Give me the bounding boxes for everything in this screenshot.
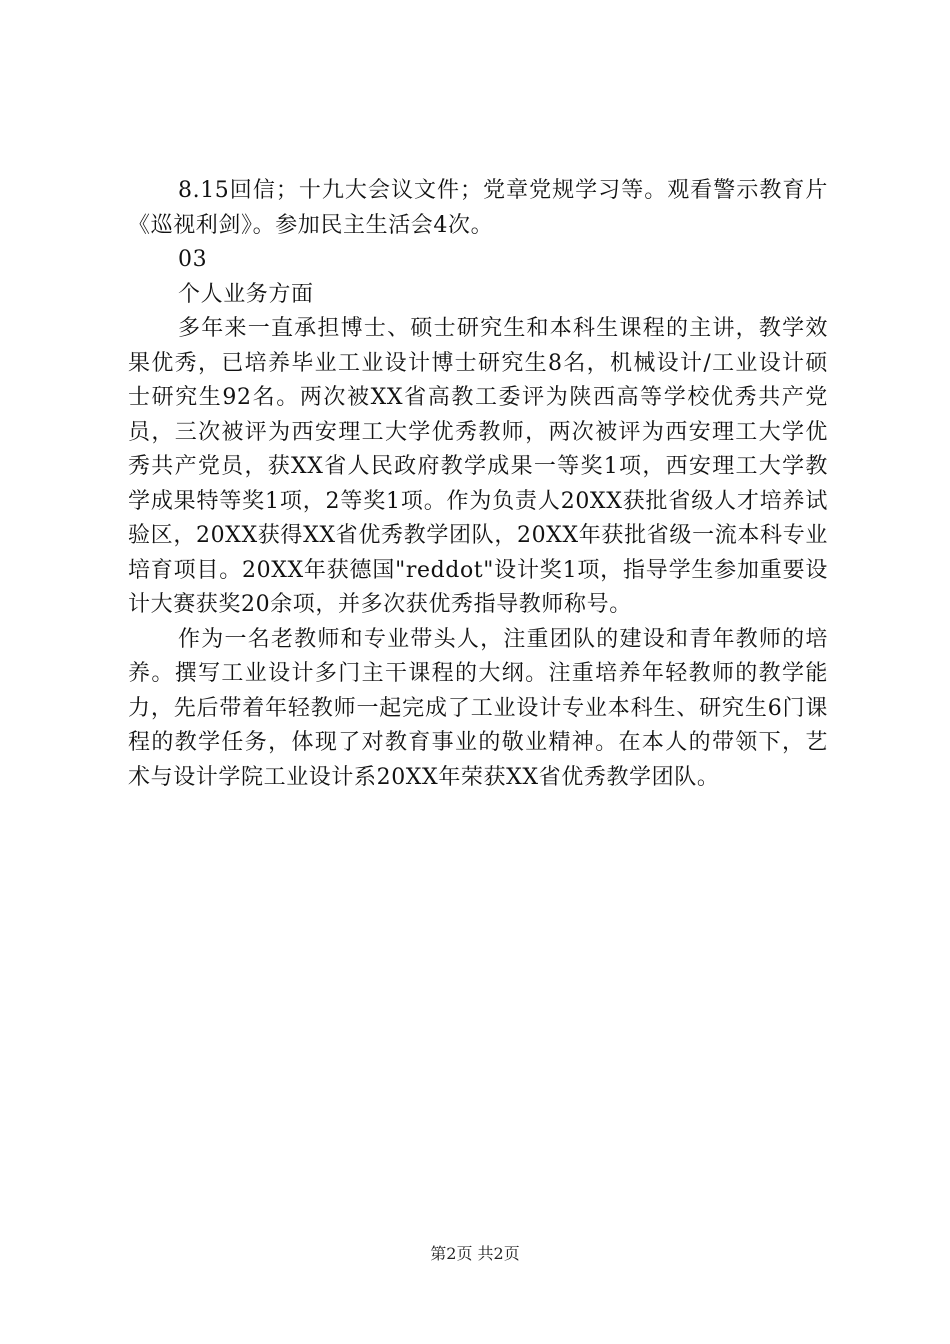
section-number: 03 (178, 247, 208, 272)
paragraph-teaching-achievements: 多年来一直承担博士、硕士研究生和本科生课程的主讲，教学效果优秀，已培养毕业工业设计博士研究生8名，机械设计/工业设计硕士研究生92名。两次被XX省高教工委评为陕西高等学校优秀共产党员，三次被评为西安理工大学优秀教师，两次被评为西安理工大学优秀共产党员，获XX省人民政府教学成果一等奖1项，西安理工大学教学成果特等奖1项，2等奖1项。作为负责人20XX获批省级人才培养试验区，20XX获得XX省优秀教学团队，20XX年获批省级一流本科专业培育项目。20XX年获德国"reddot"设计奖1项，指导学生参加重要设计大赛获奖20余项，并多次获优秀指导教师称号。 (128, 316, 828, 617)
page-footer: 第2页 共2页 (430, 1244, 520, 1263)
paragraph-study-activities: 8.15回信；十九大会议文件；党章党规学习等。观看警示教育片《巡视利剑》。参加民主生活会4次。 (128, 178, 828, 238)
document-body (128, 174, 828, 795)
paragraph-team-building: 作为一名老教师和专业带头人，注重团队的建设和青年教师的培养。撰写工业设计多门主干课程的大纲。注重培养年轻教师的教学能力，先后带着年轻教师一起完成了工业设计专业本科生、研究生6门课程的教学任务，体现了对教育事业的敬业精神。在本人的带领下，艺术与设计学院工业设计系20XX年荣获XX省优秀教学团队。 (128, 626, 828, 790)
section-heading: 个人业务方面 (178, 281, 314, 307)
